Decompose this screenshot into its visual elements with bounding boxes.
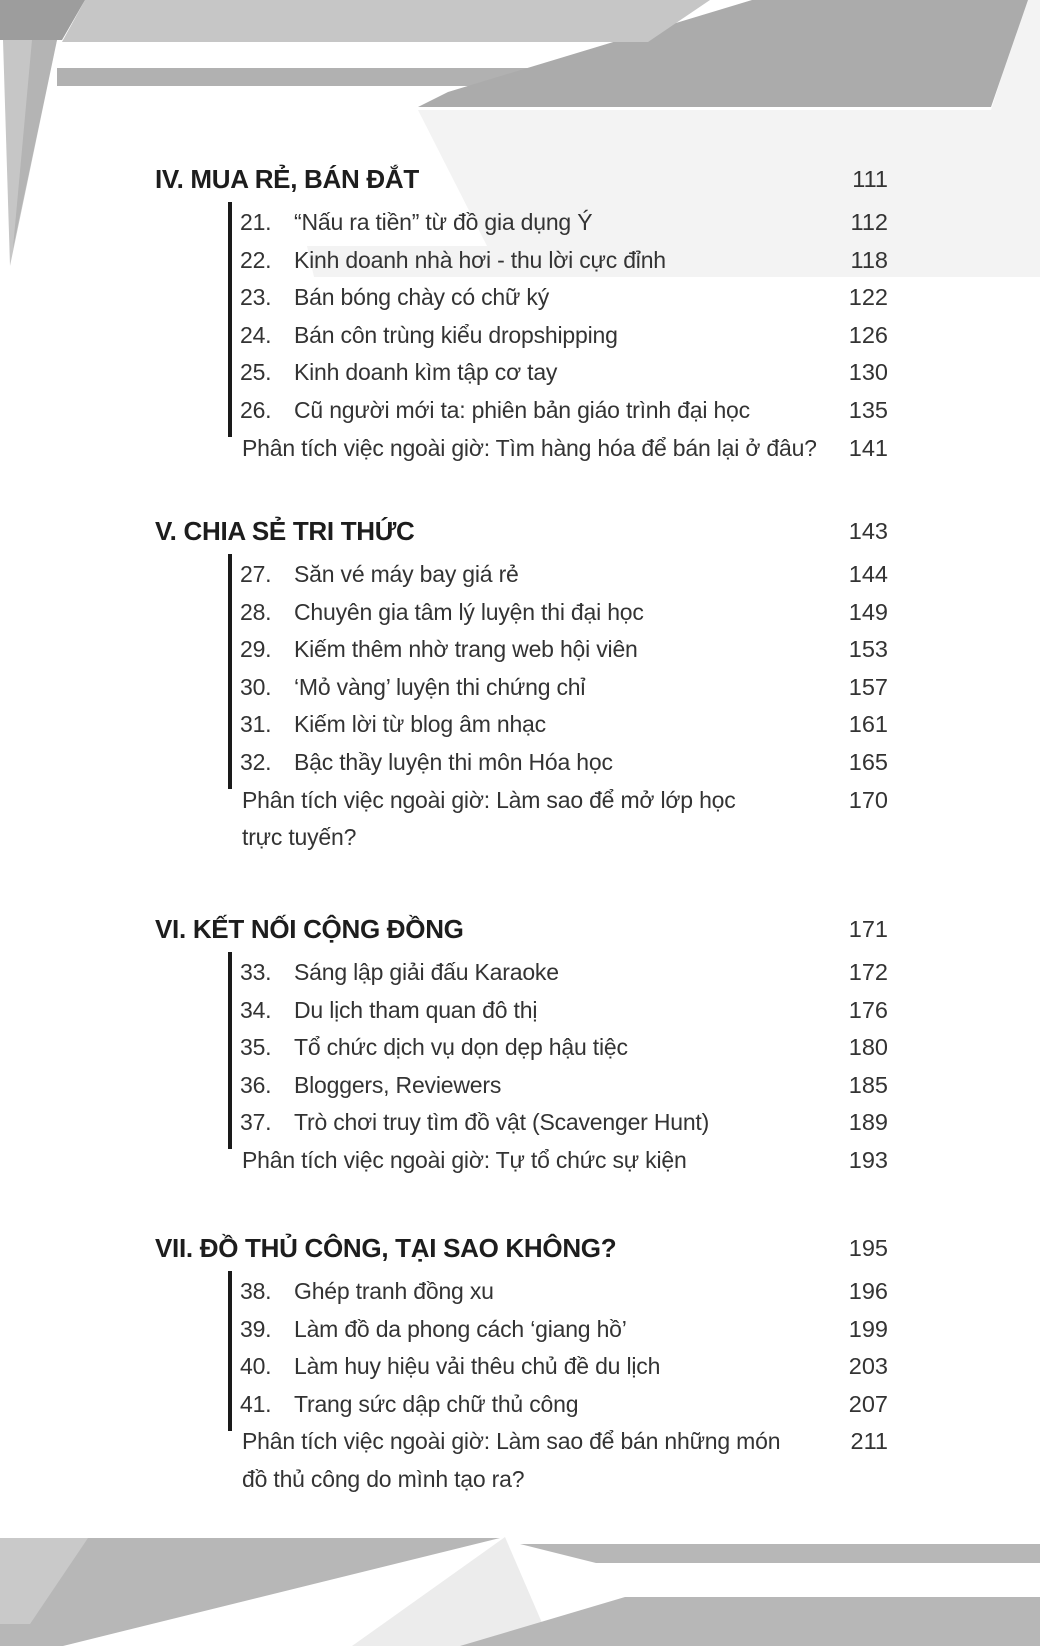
analysis-text-line: Phân tích việc ngoài giờ: Tự tổ chức sự kiện [242,1147,687,1173]
item-number: 35. [240,1034,272,1061]
item-page-number: 126 [848,321,888,348]
item-page-number: 207 [848,1390,888,1417]
analysis-text-line: Phân tích việc ngoài giờ: Làm sao để mở lớp học [242,786,736,813]
item-number: 41. [240,1390,272,1417]
item-title: Làm huy hiệu vải thêu chủ đề du lịch [294,1353,661,1380]
item-title: Sáng lập giải đấu Karaoke [294,959,559,985]
item-page-number: 157 [848,673,888,700]
item-number: 40. [240,1353,272,1380]
section-items-bar [228,202,232,437]
section-page-number: 171 [848,916,888,942]
item-title: Săn vé máy bay giá rẻ [294,561,519,587]
item-number: 21. [240,209,272,235]
item-title: Làm đồ da phong cách ‘giang hồ’ [294,1315,627,1342]
item-title: Kinh doanh kìm tập cơ tay [294,359,558,386]
section-page-number: 195 [848,1235,888,1261]
item-title: Cũ người mới ta: phiên bản giáo trình đại học [294,397,750,423]
item-title: Du lịch tham quan đô thị [294,996,538,1023]
item-title: Kiếm lời từ blog âm nhạc [294,711,546,738]
section-items-bar [228,554,232,789]
section-page-number: 143 [848,518,888,544]
item-page-number: 180 [848,1034,888,1061]
item-number: 36. [240,1071,272,1098]
item-page-number: 144 [848,561,888,587]
item-number: 31. [240,711,272,738]
item-number: 29. [240,636,272,663]
analysis-page-number: 211 [850,1428,888,1455]
item-page-number: 189 [848,1109,888,1136]
item-number: 28. [240,598,272,625]
item-page-number: 112 [850,209,888,235]
item-page-number: 199 [848,1315,888,1342]
item-number: 23. [240,284,272,311]
analysis-text-line: Phân tích việc ngoài giờ: Làm sao để bán những món [242,1428,781,1455]
top-wide-band-shape [62,0,710,42]
analysis-text-line: đồ thủ công do mình tạo ra? [242,1466,525,1492]
bottom-thin-band-shape [520,1544,1040,1563]
item-title: Chuyên gia tâm lý luyện thi đại học [294,598,644,625]
item-page-number: 161 [848,711,888,738]
item-number: 24. [240,321,272,348]
item-title: Trò chơi truy tìm đồ vật (Scavenger Hunt) [294,1109,710,1136]
item-title: Ghép tranh đồng xu [294,1278,494,1304]
item-page-number: 118 [850,246,888,273]
analysis-text-line: trực tuyến? [242,824,357,851]
analysis-page-number: 193 [848,1147,888,1173]
item-number: 33. [240,959,272,985]
section-page-number: 111 [852,166,888,192]
item-number: 39. [240,1315,272,1342]
item-title: Bán côn trùng kiểu dropshipping [294,321,618,348]
item-title: Kiếm thêm nhờ trang web hội viên [294,636,638,663]
section-items-bar [228,1271,232,1431]
item-page-number: 153 [848,636,888,663]
item-title: Tổ chức dịch vụ dọn dẹp hậu tiệc [294,1034,628,1061]
bottom-decoration-graphic [0,1526,1040,1646]
item-title: Kinh doanh nhà hơi - thu lời cực đỉnh [294,246,666,273]
item-page-number: 172 [848,959,888,985]
section-title-VI: VI. KẾT NỐI CỘNG ĐỒNG [155,914,464,944]
item-title: Trang sức dập chữ thủ công [294,1390,579,1417]
item-number: 38. [240,1278,272,1304]
item-page-number: 185 [848,1071,888,1098]
item-page-number: 203 [848,1353,888,1380]
bottom-thick-band-shape [460,1597,1040,1646]
item-number: 37. [240,1109,272,1136]
item-title: Bậc thầy luyện thi môn Hóa học [294,749,613,775]
item-title: Bloggers, Reviewers [294,1071,502,1098]
item-page-number: 149 [848,598,888,625]
item-number: 27. [240,561,272,587]
section-title-IV: IV. MUA RẺ, BÁN ĐẮT [155,164,419,194]
item-page-number: 196 [848,1278,888,1304]
item-number: 32. [240,749,272,775]
item-page-number: 135 [848,397,888,423]
analysis-text-line: Phân tích việc ngoài giờ: Tìm hàng hóa để bán lại ở đâu? [242,434,817,461]
item-number: 34. [240,996,272,1023]
item-number: 30. [240,673,272,700]
item-title: “Nấu ra tiền” từ đồ gia dụng Ý [294,209,593,235]
item-number: 26. [240,397,272,423]
item-page-number: 176 [848,996,888,1023]
item-number: 22. [240,246,272,273]
item-page-number: 122 [848,284,888,311]
item-page-number: 130 [848,359,888,386]
item-page-number: 165 [848,749,888,775]
analysis-page-number: 170 [848,786,888,813]
section-items-bar [228,952,232,1149]
item-title: ‘Mỏ vàng’ luyện thi chứng chỉ [294,673,586,700]
item-title: Bán bóng chày có chữ ký [294,284,550,311]
section-title-V: V. CHIA SẺ TRI THỨC [155,516,415,546]
item-number: 25. [240,359,272,386]
section-title-VII: VII. ĐỒ THỦ CÔNG, TẠI SAO KHÔNG? [155,1233,617,1263]
analysis-page-number: 141 [848,434,888,461]
